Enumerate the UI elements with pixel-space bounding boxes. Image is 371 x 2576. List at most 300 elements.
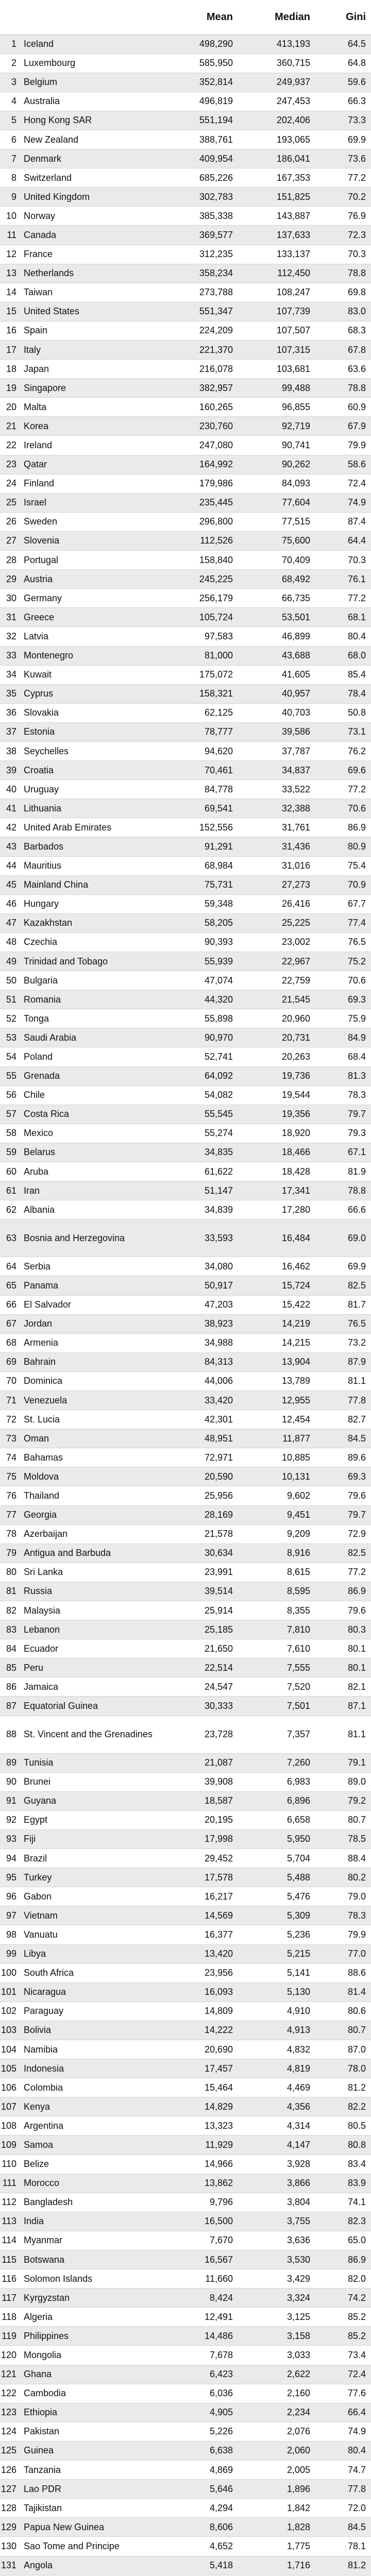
cell-country: Qatar: [19, 455, 161, 474]
cell-median: 7,501: [238, 1697, 315, 1716]
cell-country: Belgium: [19, 73, 161, 92]
cell-country: Guinea: [19, 2441, 161, 2460]
cell-median: 7,520: [238, 1677, 315, 1697]
table-row: [0, 226, 371, 245]
cell-median: 3,125: [238, 2308, 315, 2327]
cell-country: St. Lucia: [19, 1410, 161, 1429]
table-row: [0, 646, 371, 665]
cell-country: Peru: [19, 1658, 161, 1677]
cell-rank: 96: [0, 1887, 19, 1906]
table-row: [0, 2059, 371, 2078]
cell-median: 5,950: [238, 1829, 315, 1849]
table-row: [0, 360, 371, 379]
table-row: [0, 321, 371, 340]
cell-country: Mauritius: [19, 856, 161, 875]
cell-mean: 6,638: [161, 2441, 238, 2460]
table-row: [0, 1620, 371, 1639]
cell-country: Iran: [19, 1181, 161, 1200]
cell-rank: 2: [0, 54, 19, 73]
cell-gini: 70.3: [315, 551, 371, 570]
cell-country: Spain: [19, 321, 161, 340]
cell-median: 22,967: [238, 952, 315, 971]
cell-country: Ethiopia: [19, 2403, 161, 2422]
cell-mean: 14,966: [161, 2155, 238, 2174]
table-row: [0, 1887, 371, 1906]
cell-country: Mainland China: [19, 875, 161, 894]
cell-gini: 89.0: [315, 1772, 371, 1791]
cell-median: 4,147: [238, 2136, 315, 2155]
cell-rank: 39: [0, 761, 19, 780]
cell-country: Kyrgyzstan: [19, 2289, 161, 2308]
cell-country: Slovakia: [19, 703, 161, 722]
cell-mean: 369,577: [161, 226, 238, 245]
cell-median: 15,724: [238, 1276, 315, 1295]
cell-median: 4,832: [238, 2040, 315, 2059]
cell-country: Tanzania: [19, 2461, 161, 2480]
cell-gini: 78.8: [315, 1181, 371, 1200]
cell-median: 75,600: [238, 531, 315, 550]
cell-rank: 45: [0, 875, 19, 894]
table-row: [0, 856, 371, 875]
cell-median: 151,825: [238, 188, 315, 207]
cell-country: Lebanon: [19, 1620, 161, 1639]
table-row: [0, 627, 371, 646]
cell-gini: 78.8: [315, 264, 371, 283]
table-row: [0, 1944, 371, 1963]
cell-rank: 126: [0, 2461, 19, 2480]
cell-gini: 81.1: [315, 1371, 371, 1391]
cell-country: Nicaragua: [19, 1982, 161, 2002]
table-row: [0, 1371, 371, 1391]
cell-gini: 83.0: [315, 302, 371, 321]
cell-mean: 61,622: [161, 1162, 238, 1181]
cell-country: Bosnia and Herzegovina: [19, 1219, 161, 1257]
cell-country: Gabon: [19, 1887, 161, 1906]
cell-country: Estonia: [19, 722, 161, 741]
cell-country: Croatia: [19, 761, 161, 780]
table-row: [0, 1009, 371, 1028]
cell-median: 137,633: [238, 226, 315, 245]
cell-gini: 81.2: [315, 2556, 371, 2575]
cell-rank: 57: [0, 1105, 19, 1124]
cell-gini: 74.9: [315, 493, 371, 512]
cell-gini: 72.3: [315, 226, 371, 245]
cell-rank: 3: [0, 73, 19, 92]
table-row: [0, 2212, 371, 2231]
cell-median: 23,002: [238, 933, 315, 952]
cell-mean: 16,377: [161, 1925, 238, 1944]
cell-gini: 80.4: [315, 627, 371, 646]
cell-gini: 74.1: [315, 2193, 371, 2212]
table-row: [0, 436, 371, 455]
cell-rank: 20: [0, 398, 19, 417]
cell-rank: 101: [0, 1982, 19, 2002]
cell-country: Brazil: [19, 1849, 161, 1868]
cell-median: 3,755: [238, 2212, 315, 2231]
cell-median: 5,215: [238, 1944, 315, 1963]
cell-median: 68,492: [238, 570, 315, 589]
cell-gini: 77.4: [315, 913, 371, 933]
cell-rank: 49: [0, 952, 19, 971]
cell-median: 13,789: [238, 1371, 315, 1391]
table-row: [0, 1829, 371, 1849]
cell-median: 77,515: [238, 512, 315, 531]
cell-country: Jordan: [19, 1314, 161, 1333]
cell-mean: 13,323: [161, 2116, 238, 2136]
cell-rank: 58: [0, 1124, 19, 1143]
cell-gini: 67.8: [315, 341, 371, 360]
cell-mean: 312,235: [161, 245, 238, 264]
cell-mean: 51,147: [161, 1181, 238, 1200]
cell-median: 3,866: [238, 2174, 315, 2193]
cell-rank: 106: [0, 2078, 19, 2097]
cell-country: Albania: [19, 1200, 161, 1219]
table-row: [0, 2155, 371, 2174]
cell-country: Brunei: [19, 1772, 161, 1791]
cell-gini: 66.3: [315, 92, 371, 111]
cell-gini: 87.9: [315, 1352, 371, 1371]
cell-mean: 685,226: [161, 168, 238, 188]
cell-gini: 77.2: [315, 589, 371, 608]
cell-mean: 90,393: [161, 933, 238, 952]
cell-median: 9,451: [238, 1505, 315, 1524]
header-gini: Gini: [315, 0, 371, 35]
table-row: [0, 1086, 371, 1105]
cell-mean: 14,829: [161, 2097, 238, 2116]
cell-rank: 10: [0, 207, 19, 226]
table-row: [0, 379, 371, 398]
cell-median: 25,225: [238, 913, 315, 933]
cell-country: Morocco: [19, 2174, 161, 2193]
cell-rank: 93: [0, 1829, 19, 1849]
cell-gini: 68.3: [315, 321, 371, 340]
table-row: [0, 2441, 371, 2460]
cell-country: Equatorial Guinea: [19, 1697, 161, 1716]
cell-rank: 68: [0, 1333, 19, 1352]
cell-gini: 87.0: [315, 2040, 371, 2059]
cell-gini: 75.4: [315, 856, 371, 875]
cell-mean: 15,464: [161, 2078, 238, 2097]
cell-rank: 125: [0, 2441, 19, 2460]
cell-median: 26,416: [238, 894, 315, 913]
table-row: [0, 2518, 371, 2537]
table-row: [0, 1544, 371, 1563]
cell-country: Ireland: [19, 436, 161, 455]
cell-rank: 95: [0, 1868, 19, 1887]
cell-median: 107,739: [238, 302, 315, 321]
cell-median: 6,983: [238, 1772, 315, 1791]
cell-rank: 81: [0, 1582, 19, 1601]
cell-median: 2,060: [238, 2441, 315, 2460]
table-row: [0, 2461, 371, 2480]
cell-mean: 382,957: [161, 379, 238, 398]
cell-median: 108,247: [238, 283, 315, 302]
cell-median: 4,469: [238, 2078, 315, 2097]
cell-mean: 7,670: [161, 2231, 238, 2250]
cell-median: 2,005: [238, 2461, 315, 2480]
cell-rank: 28: [0, 551, 19, 570]
cell-mean: 175,072: [161, 665, 238, 684]
table-row: [0, 1028, 371, 1047]
table-row: [0, 1582, 371, 1601]
cell-country: Singapore: [19, 379, 161, 398]
table-row: [0, 341, 371, 360]
cell-median: 3,530: [238, 2250, 315, 2269]
table-row: [0, 1791, 371, 1810]
cell-mean: 164,992: [161, 455, 238, 474]
table-row: [0, 2289, 371, 2308]
cell-mean: 9,796: [161, 2193, 238, 2212]
cell-rank: 18: [0, 360, 19, 379]
cell-median: 6,658: [238, 1810, 315, 1829]
cell-rank: 74: [0, 1448, 19, 1467]
cell-median: 167,353: [238, 168, 315, 188]
cell-country: Seychelles: [19, 741, 161, 760]
cell-mean: 48,951: [161, 1429, 238, 1448]
cell-median: 18,466: [238, 1143, 315, 1162]
table-row: [0, 1410, 371, 1429]
cell-gini: 68.1: [315, 608, 371, 627]
cell-mean: 47,074: [161, 971, 238, 990]
cell-country: Georgia: [19, 1505, 161, 1524]
cell-mean: 256,179: [161, 589, 238, 608]
cell-gini: 79.7: [315, 1105, 371, 1124]
cell-mean: 24,547: [161, 1677, 238, 1697]
table-row: [0, 531, 371, 550]
cell-mean: 8,424: [161, 2289, 238, 2308]
cell-rank: 33: [0, 646, 19, 665]
header-country: [19, 0, 161, 35]
cell-median: 193,065: [238, 130, 315, 149]
cell-gini: 82.0: [315, 2269, 371, 2289]
cell-country: Oman: [19, 1429, 161, 1448]
cell-gini: 72.4: [315, 2365, 371, 2384]
cell-median: 18,428: [238, 1162, 315, 1181]
cell-gini: 69.3: [315, 990, 371, 1009]
cell-gini: 78.0: [315, 2059, 371, 2078]
cell-country: Paraguay: [19, 2002, 161, 2021]
cell-gini: 81.2: [315, 2078, 371, 2097]
cell-mean: 179,986: [161, 474, 238, 493]
cell-rank: 110: [0, 2155, 19, 2174]
cell-mean: 158,321: [161, 684, 238, 703]
cell-gini: 67.7: [315, 894, 371, 913]
cell-gini: 78.3: [315, 1086, 371, 1105]
cell-mean: 72,971: [161, 1448, 238, 1467]
cell-country: Lithuania: [19, 799, 161, 818]
cell-rank: 119: [0, 2327, 19, 2346]
cell-mean: 13,420: [161, 1944, 238, 1963]
cell-rank: 7: [0, 149, 19, 168]
cell-rank: 111: [0, 2174, 19, 2193]
cell-gini: 72.9: [315, 1524, 371, 1544]
table-row: [0, 1162, 371, 1181]
cell-gini: 74.9: [315, 2422, 371, 2441]
cell-country: Colombia: [19, 2078, 161, 2097]
table-row: [0, 665, 371, 684]
cell-country: Korea: [19, 417, 161, 436]
table-row: [0, 1772, 371, 1791]
cell-country: Lao PDR: [19, 2480, 161, 2499]
cell-rank: 54: [0, 1047, 19, 1066]
cell-gini: 77.2: [315, 1563, 371, 1582]
cell-country: Ghana: [19, 2365, 161, 2384]
table-row: [0, 722, 371, 741]
cell-mean: 11,929: [161, 2136, 238, 2155]
cell-rank: 36: [0, 703, 19, 722]
cell-median: 249,937: [238, 73, 315, 92]
cell-median: 2,622: [238, 2365, 315, 2384]
cell-country: Malta: [19, 398, 161, 417]
cell-rank: 130: [0, 2537, 19, 2556]
table-row: [0, 933, 371, 952]
table-row: [0, 780, 371, 799]
table-row: [0, 474, 371, 493]
cell-median: 21,545: [238, 990, 315, 1009]
cell-gini: 77.6: [315, 2384, 371, 2403]
cell-mean: 25,914: [161, 1601, 238, 1620]
cell-median: 8,355: [238, 1601, 315, 1620]
cell-gini: 78.3: [315, 1906, 371, 1925]
cell-mean: 4,905: [161, 2403, 238, 2422]
cell-median: 1,842: [238, 2499, 315, 2518]
cell-country: Czechia: [19, 933, 161, 952]
cell-median: 16,462: [238, 1257, 315, 1276]
cell-gini: 85.2: [315, 2327, 371, 2346]
cell-country: New Zealand: [19, 130, 161, 149]
table-row: [0, 2250, 371, 2269]
table-body: [0, 35, 371, 2576]
cell-gini: 82.1: [315, 1677, 371, 1697]
cell-median: 9,209: [238, 1524, 315, 1544]
cell-country: Kuwait: [19, 665, 161, 684]
cell-gini: 65.0: [315, 2231, 371, 2250]
table-row: [0, 1295, 371, 1314]
cell-median: 4,314: [238, 2116, 315, 2136]
cell-median: 2,160: [238, 2384, 315, 2403]
table-row: [0, 1448, 371, 1467]
cell-mean: 6,036: [161, 2384, 238, 2403]
table-row: [0, 1982, 371, 2002]
cell-country: Turkey: [19, 1868, 161, 1887]
cell-country: Namibia: [19, 2040, 161, 2059]
cell-median: 103,681: [238, 360, 315, 379]
cell-mean: 47,203: [161, 1295, 238, 1314]
cell-country: Belarus: [19, 1143, 161, 1162]
table-row: [0, 2365, 371, 2384]
table-row: [0, 1467, 371, 1486]
table-row: [0, 1257, 371, 1276]
cell-mean: 551,347: [161, 302, 238, 321]
cell-country: Sweden: [19, 512, 161, 531]
cell-rank: 99: [0, 1944, 19, 1963]
cell-mean: 69,541: [161, 799, 238, 818]
cell-gini: 77.8: [315, 1391, 371, 1410]
cell-rank: 9: [0, 188, 19, 207]
cell-country: Moldova: [19, 1467, 161, 1486]
table-row: [0, 73, 371, 92]
cell-rank: 88: [0, 1716, 19, 1753]
cell-country: Switzerland: [19, 168, 161, 188]
cell-median: 4,910: [238, 2002, 315, 2021]
cell-median: 12,454: [238, 1410, 315, 1429]
cell-mean: 34,080: [161, 1257, 238, 1276]
cell-median: 5,130: [238, 1982, 315, 2002]
cell-median: 32,388: [238, 799, 315, 818]
cell-rank: 71: [0, 1391, 19, 1410]
cell-country: Austria: [19, 570, 161, 589]
cell-mean: 54,082: [161, 1086, 238, 1105]
cell-rank: 12: [0, 245, 19, 264]
cell-gini: 80.2: [315, 1868, 371, 1887]
cell-median: 20,263: [238, 1047, 315, 1066]
cell-country: Greece: [19, 608, 161, 627]
cell-mean: 14,569: [161, 1906, 238, 1925]
cell-gini: 76.1: [315, 570, 371, 589]
cell-rank: 75: [0, 1467, 19, 1486]
table-row: [0, 2327, 371, 2346]
cell-rank: 79: [0, 1544, 19, 1563]
table-row: [0, 2499, 371, 2518]
cell-mean: 352,814: [161, 73, 238, 92]
cell-country: Thailand: [19, 1486, 161, 1505]
cell-gini: 80.1: [315, 1658, 371, 1677]
cell-median: 34,837: [238, 761, 315, 780]
table-row: [0, 35, 371, 54]
cell-rank: 17: [0, 341, 19, 360]
cell-gini: 84.5: [315, 2518, 371, 2537]
cell-gini: 88.4: [315, 1849, 371, 1868]
cell-median: 4,913: [238, 2021, 315, 2040]
table-row: [0, 1352, 371, 1371]
cell-country: Bahamas: [19, 1448, 161, 1467]
cell-mean: 4,869: [161, 2461, 238, 2480]
cell-gini: 82.3: [315, 2212, 371, 2231]
cell-mean: 30,333: [161, 1697, 238, 1716]
cell-mean: 302,783: [161, 188, 238, 207]
cell-country: Fiji: [19, 1829, 161, 1849]
cell-gini: 73.4: [315, 2346, 371, 2365]
cell-mean: 23,991: [161, 1563, 238, 1582]
cell-rank: 24: [0, 474, 19, 493]
cell-median: 37,787: [238, 741, 315, 760]
table-row: [0, 2537, 371, 2556]
cell-median: 7,357: [238, 1716, 315, 1753]
cell-median: 7,610: [238, 1639, 315, 1658]
cell-gini: 69.3: [315, 1467, 371, 1486]
cell-country: Philippines: [19, 2327, 161, 2346]
cell-gini: 81.1: [315, 1716, 371, 1753]
table-row: [0, 1906, 371, 1925]
cell-country: Papua New Guinea: [19, 2518, 161, 2537]
cell-rank: 11: [0, 226, 19, 245]
cell-median: 90,741: [238, 436, 315, 455]
cell-median: 90,262: [238, 455, 315, 474]
cell-median: 4,356: [238, 2097, 315, 2116]
cell-gini: 68.4: [315, 1047, 371, 1066]
cell-gini: 76.5: [315, 1314, 371, 1333]
cell-rank: 104: [0, 2040, 19, 2059]
cell-median: 413,193: [238, 35, 315, 54]
cell-rank: 50: [0, 971, 19, 990]
cell-median: 39,586: [238, 722, 315, 741]
cell-rank: 117: [0, 2289, 19, 2308]
cell-rank: 124: [0, 2422, 19, 2441]
cell-rank: 31: [0, 608, 19, 627]
cell-rank: 25: [0, 493, 19, 512]
cell-rank: 85: [0, 1658, 19, 1677]
cell-median: 8,595: [238, 1582, 315, 1601]
